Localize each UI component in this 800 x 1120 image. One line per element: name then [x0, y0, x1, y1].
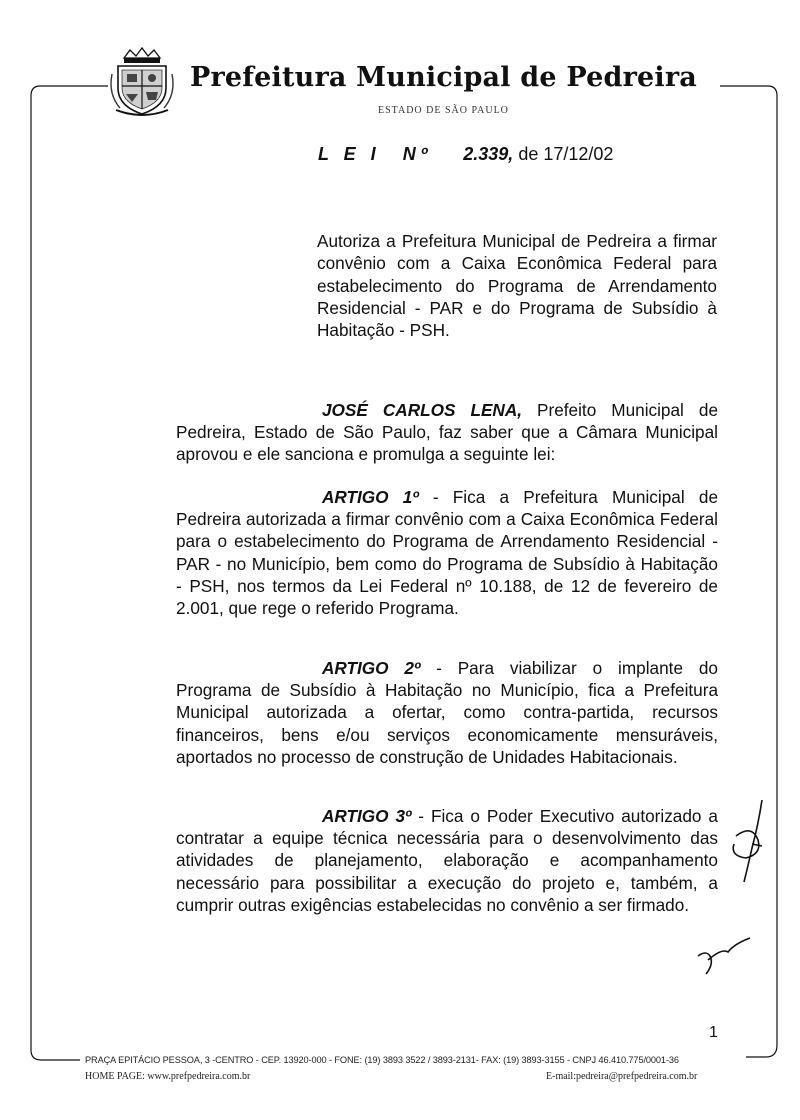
- article-2-label: ARTIGO 2º: [322, 658, 421, 678]
- article-1-text: - Fica a Prefeitura Municipal de Pedreira autorizada a firmar convênio com a Caixa Econômica Federal para o estabelecimento do Programa de Arrendamento Residencial - PAR - no Município, bem como do Programa de Subsídio à Habitação - PSH, nos termos da Lei Federal nº 10.188, de 12 de fevereiro de 2.001, que rege o referido Programa.: [176, 487, 719, 619]
- handwritten-initials-signature: [722, 796, 772, 892]
- law-summary: Autoriza a Prefeitura Municipal de Pedreira a firmar convênio com a Caixa Econômica Federal para estabelecimento do Programa de Arrendamento Residencial - PAR e do Programa de Subsídio à Habitação - PSH.: [317, 231, 717, 341]
- page-number: 1: [709, 1024, 718, 1041]
- footer-email: E-mail:pedreira@prefpedreira.com.br: [546, 1071, 698, 1082]
- article-2: [176, 657, 718, 768]
- handwritten-rubric-signature: [694, 934, 754, 978]
- law-label: L E I: [318, 144, 381, 164]
- organization-state: ESTADO DE SÃO PAULO: [378, 105, 509, 116]
- article-1-label: ARTIGO 1º: [322, 487, 419, 507]
- municipal-coat-of-arms-icon: [110, 44, 174, 118]
- law-date: de 17/12/02: [513, 144, 614, 164]
- law-heading: [318, 144, 613, 165]
- organization-title: Prefeitura Municipal de Pedreira: [190, 62, 697, 93]
- article-3-text: - Fica o Poder Executivo autorizado a contratar a equipe técnica necessária para o desenvolvimento das atividades de planejamento, elaboração e acompanhamento necessário para possibilitar a execução do projeto e, também, a cumprir outras exigências estabelecidas no convênio a ser firmado.: [176, 806, 718, 915]
- footer-home-page: HOME PAGE: www.prefpedreira.com.br: [85, 1071, 251, 1082]
- article-3: [176, 805, 718, 916]
- intro-text: Prefeito Municipal de Pedreira, Estado de São Paulo, faz saber que a Câmara Municipal aprovou e ele sanciona e promulga a seguinte lei:: [176, 400, 718, 465]
- law-number: 2.339,: [463, 144, 514, 164]
- law-number-label: N º: [402, 144, 428, 164]
- intro-paragraph: [176, 399, 718, 466]
- mayor-name: JOSÉ CARLOS LENA,: [322, 400, 523, 420]
- article-2-text: - Para viabilizar o implante do Programa de Subsídio à Habitação no Município, fica a Prefeitura Municipal autorizada a ofertar, como contra-partida, recursos financeiros, bens e/ou serviços economicamente mensuráveis, aportados no processo de construção de Unidades Habitacionais.: [176, 658, 718, 767]
- article-1: [176, 486, 718, 619]
- article-3-label: ARTIGO 3º: [322, 806, 412, 826]
- footer-address: PRAÇA EPITÁCIO PESSOA, 3 -CENTRO - CEP. 13920-000 - FONE: (19) 3893 3522 / 3893-2131- FAX: (19) 3893-3155 - CNPJ 46.410.775/0001-36: [85, 1055, 679, 1065]
